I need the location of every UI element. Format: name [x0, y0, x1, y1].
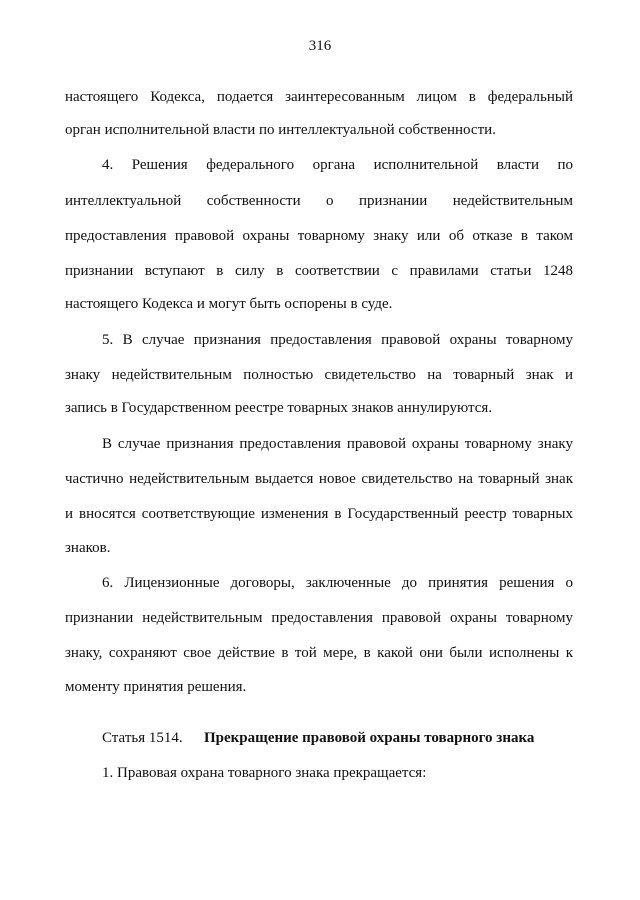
- text-line: знаку недействительным полностью свидетельство на товарный знак и: [65, 367, 573, 383]
- article-title: Прекращение правовой охраны товарного знака: [204, 730, 535, 746]
- text-line: моменту принятия решения.: [65, 679, 247, 695]
- text-line: интеллектуальной собственности о признании недействительным: [65, 193, 573, 209]
- text-line: настоящего Кодекса, подается заинтересованным лицом в федеральный: [65, 89, 573, 105]
- text-line: орган исполнительной власти по интеллектуальной собственности.: [65, 122, 496, 138]
- text-line: 4. Решения федерального органа исполнительной власти по: [102, 157, 573, 173]
- text-line: запись в Государственном реестре товарных знаков аннулируются.: [65, 400, 493, 416]
- text-line: предоставления правовой охраны товарному знаку или об отказе в таком: [65, 228, 573, 244]
- text-line: 1. Правовая охрана товарного знака прекращается:: [102, 765, 427, 781]
- article-label: Статья 1514.: [102, 730, 183, 746]
- text-line: признании вступают в силу в соответствии с правилами статьи 1248: [65, 263, 573, 279]
- text-line: знаков.: [65, 540, 111, 556]
- text-line: частично недействительным выдается новое свидетельство на товарный знак: [65, 471, 573, 487]
- article-heading: [102, 729, 534, 747]
- text-line: знаку, сохраняют свое действие в той мере, в какой они были исполнены к: [65, 645, 573, 661]
- text-line: признании недействительным предоставления правовой охраны товарному: [65, 610, 573, 626]
- text-line: настоящего Кодекса и могут быть оспорены в суде.: [65, 296, 393, 312]
- page-number: 316: [308, 38, 332, 54]
- text-line: В случае признания предоставления правовой охраны товарному знаку: [102, 436, 573, 452]
- text-line: и вносятся соответствующие изменения в Государственный реестр товарных: [65, 506, 573, 522]
- text-line: 5. В случае признания предоставления правовой охраны товарному: [102, 332, 573, 348]
- text-line: 6. Лицензионные договоры, заключенные до принятия решения о: [102, 575, 573, 591]
